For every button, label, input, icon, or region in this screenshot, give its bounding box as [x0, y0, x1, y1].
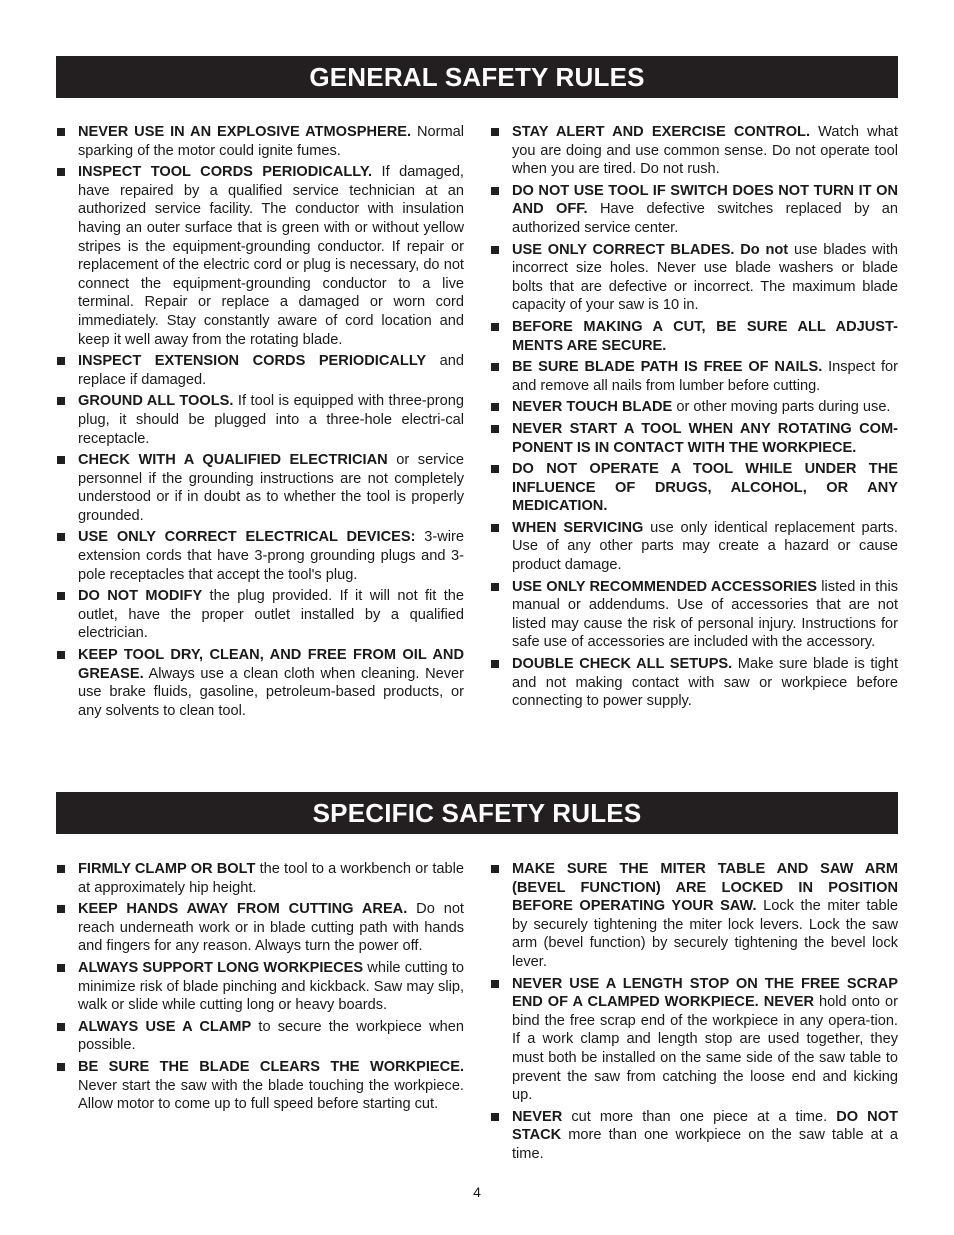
- square-bullet-icon: [491, 363, 499, 371]
- rule-lead: BE SURE THE BLADE CLEARS THE WORKPIECE.: [78, 1058, 464, 1075]
- rule-text: Do not reach underneath work or in blade cutting path with hands and fingers for any reason. Always turn the power off.: [78, 901, 464, 955]
- rule-lead: NEVER START A TOOL WHEN ANY ROTATING COM-PONENT IS IN CONTACT WITH THE WORKPIECE.: [512, 420, 898, 456]
- rule-item: [490, 123, 898, 179]
- square-bullet-icon: [57, 168, 65, 176]
- rule-text: If tool is equipped with three-prong plug, it should be plugged into a three-hole electri-cal receptacle.: [78, 393, 464, 447]
- square-bullet-icon: [57, 1063, 65, 1071]
- rule-text: 3-wire extension cords that have 3-prong grounding plugs and 3-pole receptacles that accept the tool's plug.: [78, 529, 465, 583]
- rule-text: and replace if damaged.: [78, 353, 465, 388]
- general-rules-right-column: [490, 123, 898, 714]
- square-bullet-icon: [57, 397, 65, 405]
- rule-item: [56, 1058, 464, 1114]
- specific-safety-rules-heading: SPECIFIC SAFETY RULES: [56, 792, 898, 834]
- rule-lead: MAKE SURE THE MITER TABLE AND SAW ARM (BEVEL FUNCTION) ARE LOCKED IN POSITION BEFORE OPERATING YOUR SAW.: [512, 861, 898, 915]
- rule-text: use only identical replacement parts. Use of any other parts may create a hazard or cause product damage.: [512, 519, 898, 574]
- rule-text: Always use a clean cloth when cleaning. Never use brake fluids, gasoline, petroleum-based products, or any solvents to clean tool.: [78, 665, 464, 719]
- rule-lead: KEEP HANDS AWAY FROM CUTTING AREA.: [78, 901, 408, 918]
- square-bullet-icon: [57, 533, 65, 541]
- rule-text: Never start the saw with the blade touching the workpiece. Allow motor to come up to full speed before starting cut.: [78, 1077, 464, 1113]
- rule-text: hold onto or bind the free scrap end of the workpiece in any opera-tion. If a work clamp and length stop are used together, they must both be installed on the same side of the saw table to prevent the saw from catching the loose end and kicking up.: [512, 994, 898, 1104]
- rule-lead: INSPECT TOOL CORDS PERIODICALLY.: [78, 164, 373, 181]
- rule-lead: DO NOT USE TOOL IF SWITCH DOES NOT TURN IT ON AND OFF.: [512, 182, 898, 218]
- general-rules-left-column: [56, 123, 464, 723]
- rule-item: [490, 578, 898, 652]
- rule-item: [490, 241, 898, 315]
- rule-item: [56, 587, 464, 643]
- rule-text: use blades with incorrect size holes. Never use blade washers or blade bolts that are defective or incorrect. The maximum blade capacity of your saw is 10 in.: [512, 241, 898, 314]
- rule-item: [490, 519, 898, 575]
- rule-item: [56, 123, 464, 160]
- rule-lead: BEFORE MAKING A CUT, BE SURE ALL ADJUST-MENTS ARE SECURE.: [512, 318, 898, 354]
- rule-lead: ALWAYS USE A CLAMP: [78, 1018, 252, 1035]
- rule-item: [490, 318, 898, 355]
- rule-text: Normal sparking of the motor could ignite fumes.: [78, 124, 464, 159]
- rule-text: the tool to a workbench or table at approximately hip height.: [78, 861, 464, 896]
- page-number: 4: [473, 1184, 481, 1200]
- rule-lead: NEVER: [512, 1108, 563, 1125]
- rule-lead-secondary: DO NOT STACK: [512, 1108, 898, 1144]
- rule-item: [56, 959, 464, 1015]
- rule-item: [56, 392, 464, 448]
- rule-item: [490, 358, 898, 395]
- rule-item: [490, 655, 898, 711]
- square-bullet-icon: [491, 465, 499, 473]
- rule-text: while cutting to minimize risk of blade pinching and kickback. Saw may slip, walk or slide while cutting long or heavy boards.: [78, 959, 465, 1014]
- square-bullet-icon: [491, 187, 499, 195]
- rule-lead: NEVER TOUCH BLADE: [512, 399, 673, 416]
- square-bullet-icon: [57, 964, 65, 972]
- rule-lead: DO NOT MODIFY: [78, 588, 203, 605]
- rule-text: Lock the miter table by securely tightening the miter lock levers. Lock the saw arm (bevel function) by securely tightening the bevel lock lever.: [512, 898, 898, 970]
- square-bullet-icon: [491, 128, 499, 136]
- rule-text: cut more than one piece at a time.: [562, 1108, 837, 1125]
- rule-text: to secure the workpiece when possible.: [78, 1018, 464, 1054]
- rule-text: Watch what you are doing and use common sense. Do not operate tool when you are tired. Do not rush.: [512, 124, 898, 178]
- rule-lead: ALWAYS SUPPORT LONG WORKPIECES: [78, 959, 364, 976]
- square-bullet-icon: [491, 660, 499, 668]
- rule-text: If damaged, have repaired by a qualified service technician at an authorized service facility. The conductor with insulation having an outer surface that is green with or without yellow stripes is the equipment-grounding conductor. If repair or replacement of the electric cord or plug is necessary, do not connect the equipment-grounding conductor to a live terminal. Repair or replace a damaged or worn cord immediately. Stay constantly aware of cord location and keep it well away from the rotating blade.: [78, 164, 464, 348]
- square-bullet-icon: [491, 425, 499, 433]
- square-bullet-icon: [57, 1023, 65, 1031]
- rule-lead: NEVER USE IN AN EXPLOSIVE ATMOSPHERE.: [78, 124, 412, 140]
- rule-lead: USE ONLY CORRECT BLADES. Do not: [512, 241, 789, 258]
- rule-item: [490, 1108, 898, 1164]
- square-bullet-icon: [491, 323, 499, 331]
- rule-lead: KEEP TOOL DRY, CLEAN, AND FREE FROM OIL AND GREASE.: [78, 647, 464, 682]
- rule-text: or service personnel if the grounding instructions are not completely understood or if in doubt as to whether the tool is properly grounded.: [78, 452, 464, 524]
- rule-text-secondary: more than one workpiece on the saw table at a time.: [512, 1127, 898, 1162]
- rule-item: [490, 975, 898, 1105]
- rule-lead: STAY ALERT AND EXERCISE CONTROL.: [512, 124, 811, 140]
- square-bullet-icon: [491, 403, 499, 411]
- rule-item: [56, 451, 464, 525]
- specific-rules-left-column: [56, 860, 464, 1117]
- rule-lead: WHEN SERVICING: [512, 519, 644, 536]
- rule-lead: USE ONLY RECOMMENDED ACCESSORIES: [512, 578, 818, 595]
- square-bullet-icon: [491, 1113, 499, 1121]
- rule-text: Inspect for and remove all nails from lumber before cutting.: [512, 359, 898, 394]
- rule-lead: DO NOT OPERATE A TOOL WHILE UNDER THE INFLUENCE OF DRUGS, ALCOHOL, OR ANY MEDICATION.: [512, 461, 898, 515]
- rule-text: the plug provided. If it will not fit the outlet, have the proper outlet installed by a qualified electrician.: [78, 588, 464, 642]
- rule-lead: CHECK WITH A QUALIFIED ELECTRICIAN: [78, 452, 388, 469]
- rule-lead: GROUND ALL TOOLS.: [78, 393, 234, 410]
- rule-item: [56, 1018, 464, 1055]
- square-bullet-icon: [491, 980, 499, 988]
- square-bullet-icon: [491, 583, 499, 591]
- rule-lead: DOUBLE CHECK ALL SETUPS.: [512, 656, 733, 673]
- square-bullet-icon: [57, 865, 65, 873]
- rule-lead: USE ONLY CORRECT ELECTRICAL DEVICES:: [78, 529, 416, 546]
- square-bullet-icon: [491, 246, 499, 254]
- square-bullet-icon: [57, 592, 65, 600]
- rule-lead: FIRMLY CLAMP OR BOLT: [78, 861, 256, 877]
- rule-item: [490, 860, 898, 972]
- square-bullet-icon: [57, 128, 65, 136]
- rule-text: Make sure blade is tight and not making contact with saw or workpiece before connecting to power supply.: [512, 656, 898, 710]
- square-bullet-icon: [57, 456, 65, 464]
- specific-rules-right-column: [490, 860, 898, 1167]
- general-safety-rules-heading: GENERAL SAFETY RULES: [56, 56, 898, 98]
- rule-item: [56, 646, 464, 720]
- square-bullet-icon: [491, 865, 499, 873]
- rule-lead: INSPECT EXTENSION CORDS PERIODICALLY: [78, 353, 427, 370]
- square-bullet-icon: [57, 357, 65, 365]
- rule-text: listed in this manual or addendums. Use of accessories that are not listed may cause the risk of personal injury. Instructions for safe use of accessories are included with the accessory.: [512, 578, 898, 651]
- square-bullet-icon: [57, 905, 65, 913]
- rule-item: [56, 163, 464, 349]
- rule-item: [490, 420, 898, 457]
- rule-text: or other moving parts during use.: [672, 399, 891, 416]
- rule-text: Have defective switches replaced by an authorized service center.: [512, 201, 898, 236]
- rule-item: [490, 460, 898, 516]
- rule-item: [56, 528, 464, 584]
- rule-item: [56, 352, 464, 389]
- square-bullet-icon: [57, 651, 65, 659]
- square-bullet-icon: [491, 524, 499, 532]
- rule-item: [490, 398, 898, 417]
- rule-item: [490, 182, 898, 238]
- rule-item: [56, 860, 464, 897]
- rule-item: [56, 900, 464, 956]
- rule-lead: NEVER USE A LENGTH STOP ON THE FREE SCRAP END OF A CLAMPED WORKPIECE. NEVER: [512, 975, 898, 1011]
- rule-lead: BE SURE BLADE PATH IS FREE OF NAILS.: [512, 359, 823, 376]
